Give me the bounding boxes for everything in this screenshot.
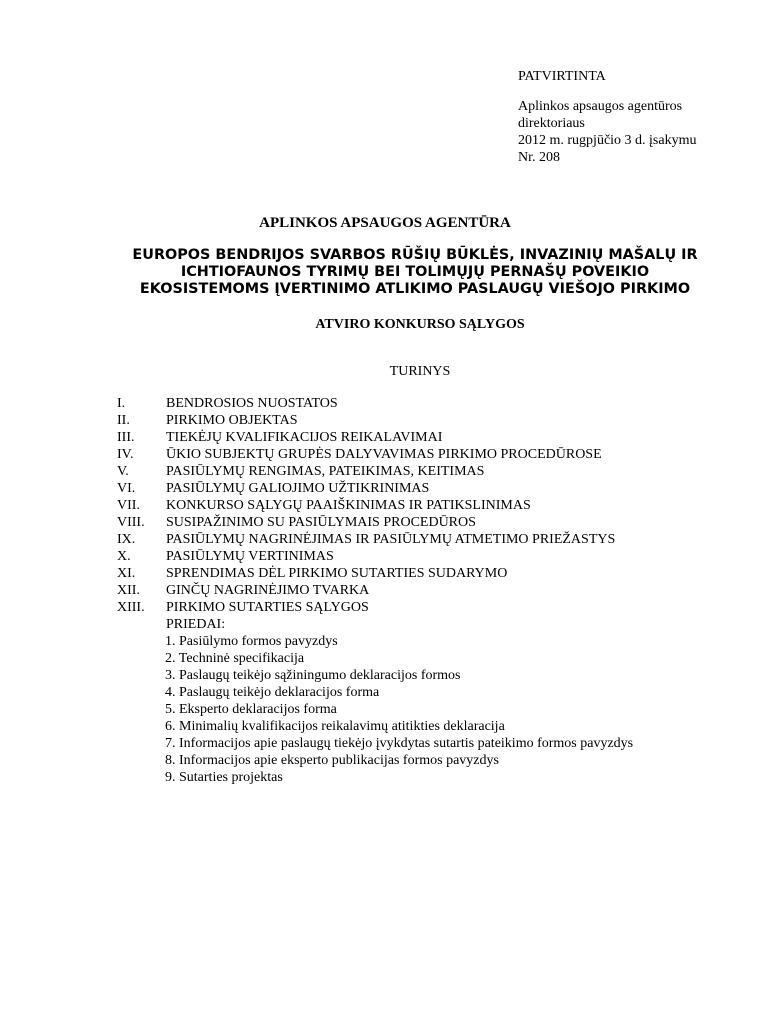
toc-label: PASIŪLYMŲ GALIOJIMO UŽTIKRINIMAS — [166, 481, 430, 496]
annex-label: 3. Paslaugų teikėjo sąžiningumo deklaracijos formos — [165, 668, 461, 683]
toc-number: IV. — [117, 447, 134, 462]
approval-line: Aplinkos apsaugos agentūros — [518, 99, 683, 114]
document-title-line: ICHTIOFAUNOS TYRIMŲ BEI TOLIMŲJŲ PERNAŠŲ POVEIKIO — [180, 264, 650, 280]
approval-title: PATVIRTINTA — [518, 69, 606, 84]
toc-number: II. — [117, 413, 130, 428]
annex-label: 8. Informacijos apie eksperto publikacijas formos pavyzdys — [165, 753, 499, 768]
toc-number: III. — [117, 430, 135, 445]
toc-heading: TURINYS — [389, 364, 451, 379]
toc-label: GINČŲ NAGRINĖJIMO TVARKA — [166, 583, 370, 598]
document-title-line: EUROPOS BENDRIJOS SVARBOS RŪŠIŲ BŪKLĖS, INVAZINIŲ MAŠALŲ IR — [132, 247, 698, 263]
toc-label: PASIŪLYMŲ RENGIMAS, PATEIKIMAS, KEITIMAS — [166, 464, 485, 479]
annex-label: 1. Pasiūlymo formos pavyzdys — [165, 634, 338, 649]
toc-label: PASIŪLYMŲ VERTINIMAS — [166, 549, 334, 564]
toc-label: PIRKIMO SUTARTIES SĄLYGOS — [166, 600, 369, 615]
toc-number: VI. — [117, 481, 136, 496]
annex-label: 9. Sutarties projektas — [165, 770, 283, 785]
approval-line: Nr. 208 — [518, 150, 560, 165]
toc-label: ŪKIO SUBJEKTŲ GRUPĖS DALYVAVIMAS PIRKIMO PROCEDŪROSE — [166, 447, 602, 462]
approval-line: 2012 m. rugpjūčio 3 d. įsakymu — [518, 133, 697, 148]
annex-label: 2. Techninė specifikacija — [165, 651, 305, 666]
annex-label: 4. Paslaugų teikėjo deklaracijos forma — [165, 685, 380, 700]
toc-label: SUSIPAŽINIMO SU PASIŪLYMAIS PROCEDŪROS — [166, 515, 476, 530]
toc-number: X. — [117, 549, 131, 564]
document-subtitle: ATVIRO KONKURSO SĄLYGOS — [315, 317, 525, 332]
toc-label: KONKURSO SĄLYGŲ PAAIŠKINIMAS IR PATIKSLINIMAS — [166, 498, 531, 513]
annex-label: 7. Informacijos apie paslaugų tiekėjo įvykdytas sutartis pateikimo formos pavyzdys — [165, 736, 634, 751]
toc-label: SPRENDIMAS DĖL PIRKIMO SUTARTIES SUDARYMO — [166, 566, 508, 581]
document-title — [100, 247, 730, 298]
toc-number: I. — [117, 396, 126, 411]
toc-label: BENDROSIOS NUOSTATOS — [166, 396, 338, 411]
toc-label: PIRKIMO OBJEKTAS — [166, 413, 298, 428]
toc-number: V. — [117, 464, 129, 479]
approval-block — [518, 68, 748, 166]
toc-label: TIEKĖJŲ KVALIFIKACIJOS REIKALAVIMAI — [166, 430, 443, 445]
annex-label: 5. Eksperto deklaracijos forma — [165, 702, 337, 717]
toc-label: PASIŪLYMŲ NAGRINĖJIMAS IR PASIŪLYMŲ ATMETIMO PRIEŽASTYS — [166, 532, 616, 547]
toc-number: IX. — [117, 532, 136, 547]
annex-heading: PRIEDAI: — [166, 617, 226, 632]
organization-name: APLINKOS APSAUGOS AGENTŪRA — [259, 215, 511, 231]
approval-line: direktoriaus — [518, 116, 585, 131]
toc-number: XI. — [117, 566, 136, 581]
document-title-line: EKOSISTEMOMS ĮVERTINIMO ATLIKIMO PASLAUGŲ VIEŠOJO PIRKIMO — [139, 281, 691, 297]
annex-label: 6. Minimalių kvalifikacijos reikalavimų atitikties deklaracija — [165, 719, 505, 734]
toc-number: XII. — [117, 583, 140, 598]
toc-number: VII. — [117, 498, 140, 513]
toc-number: VIII. — [117, 515, 145, 530]
toc-number: XIII. — [117, 600, 145, 615]
